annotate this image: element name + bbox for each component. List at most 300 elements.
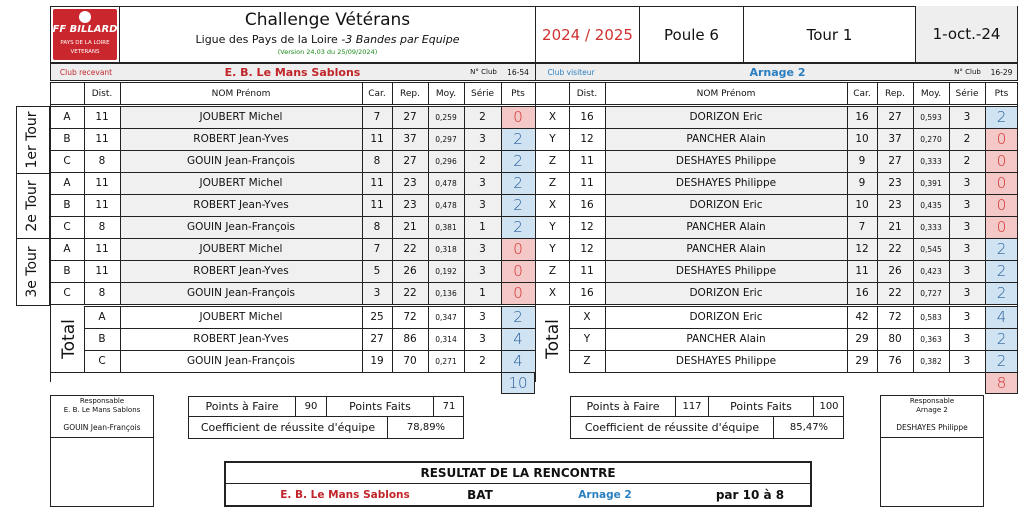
away-row-3-d: 11 — [580, 155, 594, 167]
home-row-7-c: 7 — [362, 238, 392, 260]
away-club-no-label: N° Club — [954, 68, 981, 76]
home-total-1-letter: A — [98, 311, 106, 323]
home-row-vline — [464, 260, 465, 282]
home-total-3-c: 19 — [370, 355, 384, 367]
home-responsible-divider — [50, 437, 154, 438]
home-row-3-r: 27 — [392, 150, 428, 172]
home-row-6-p: 2 — [501, 216, 535, 238]
away-row-vline — [847, 106, 848, 128]
away-total-vline — [913, 328, 914, 350]
away-total-vline — [569, 350, 570, 372]
away-row-vline — [847, 150, 848, 172]
tour-2-label: 2e Tour — [24, 180, 40, 232]
away-row-4-m: 0,391 — [913, 172, 949, 194]
away-header-d: Dist. — [576, 88, 598, 99]
away-total-vline — [949, 350, 950, 372]
home-total-2-s: 3 — [479, 333, 486, 345]
away-total-vline — [877, 328, 878, 350]
away-row-vline — [847, 194, 848, 216]
home-row-vline — [392, 106, 393, 128]
subtitle-main: Ligue des Pays de la Loire - — [195, 32, 346, 46]
home-row-7-n: JOUBERT Michel — [120, 238, 362, 260]
home-row-4-n: JOUBERT Michel — [120, 172, 362, 194]
away-row-vline — [605, 172, 606, 194]
home-total-vline — [501, 328, 502, 350]
away-total-2-c: 29 — [855, 333, 869, 345]
away-total-vline — [605, 306, 606, 328]
home-total-2-p: 4 — [501, 328, 535, 350]
home-header-m: Moy. — [435, 88, 457, 99]
home-row-8-l: B — [63, 265, 71, 277]
away-row-9-n: DORIZON Eric — [605, 282, 847, 304]
away-row-9-s: 3 — [949, 282, 985, 304]
home-row-5-r: 23 — [392, 194, 428, 216]
home-row-vline — [120, 238, 121, 260]
away-row-vline — [913, 260, 914, 282]
rows-bottom-line — [50, 304, 1018, 305]
away-row-9-m: 0,727 — [913, 282, 949, 304]
home-row-vline — [362, 260, 363, 282]
away-total-1-r: 72 — [888, 311, 902, 323]
home-row-9-p: 0 — [501, 282, 535, 304]
away-row-7-s: 3 — [949, 238, 985, 260]
home-total-2-m: 0,314 — [435, 334, 457, 344]
home-row-vline — [84, 216, 85, 238]
home-total-vline — [392, 328, 393, 350]
away-total-vline — [985, 306, 986, 328]
home-row-2-n: ROBERT Jean-Yves — [120, 128, 362, 150]
away-row-6-m: 0,333 — [913, 216, 949, 238]
away-total-2-letter: Y — [583, 333, 591, 345]
away-total-3-letter: Z — [583, 355, 591, 367]
away-row-vline — [605, 238, 606, 260]
home-row-vline — [464, 172, 465, 194]
away-total-right — [1017, 306, 1018, 372]
home-row-9-d: 8 — [98, 287, 106, 299]
home-row-vline — [501, 238, 502, 260]
home-row-vline — [84, 282, 85, 304]
away-row-vline — [847, 238, 848, 260]
home-row-vline — [464, 216, 465, 238]
row-hline — [50, 172, 1018, 173]
home-row-8-s: 3 — [464, 260, 501, 282]
away-row-vline — [877, 282, 878, 304]
away-row-9-l: X — [548, 287, 557, 299]
home-row-6-n: GOUIN Jean-François — [120, 216, 362, 238]
row-hline — [50, 238, 1018, 239]
away-row-7-p: 2 — [985, 238, 1018, 260]
away-paf-value: 117 — [682, 400, 702, 412]
result-score: par 10 à 8 — [715, 488, 785, 502]
home-row-2-p: 2 — [501, 128, 535, 150]
home-row-vline — [428, 150, 429, 172]
home-row-8-m: 0,192 — [428, 260, 464, 282]
home-total-vline — [392, 350, 393, 372]
away-row-3-m: 0,333 — [913, 150, 949, 172]
away-total-vline — [605, 350, 606, 372]
home-row-vline — [84, 128, 85, 150]
row-hline — [50, 194, 1018, 195]
home-row-vline — [501, 150, 502, 172]
away-row-4-l: Z — [548, 177, 557, 189]
home-row-4-l: A — [63, 177, 71, 189]
home-row-7-s: 3 — [464, 238, 501, 260]
version-note: (Version 24,03 du 25/09/2024) — [277, 48, 378, 56]
away-total-1-s: 3 — [963, 311, 971, 323]
home-row-vline — [464, 282, 465, 304]
away-row-5-n: DORIZON Eric — [605, 194, 847, 216]
away-total-2-m: 0,363 — [920, 334, 942, 344]
away-row-vline — [985, 128, 986, 150]
away-header-s: Série — [955, 88, 979, 99]
season: 2024 / 2025 — [542, 25, 633, 44]
home-row-9-s: 1 — [464, 282, 501, 304]
page-title: Challenge Vétérans — [244, 10, 411, 30]
away-row-1-l: X — [548, 111, 557, 123]
home-row-4-m: 0,478 — [428, 172, 464, 194]
away-total-1-letter: X — [583, 311, 591, 323]
home-total-bottom-left — [50, 372, 84, 373]
home-row-vline — [501, 172, 502, 194]
away-total-1-c: 42 — [855, 311, 869, 323]
home-row-vline — [428, 172, 429, 194]
home-total-vline — [464, 350, 465, 372]
home-row-3-c: 8 — [362, 150, 392, 172]
away-row-vline — [569, 260, 570, 282]
home-row-vline — [392, 238, 393, 260]
home-row-vline — [501, 260, 502, 282]
away-row-2-s: 2 — [949, 128, 985, 150]
away-row-5-l: X — [548, 199, 557, 211]
home-row-6-r: 21 — [392, 216, 428, 238]
away-total-3-n: DESHAYES Philippe — [675, 355, 777, 367]
result-divider — [224, 483, 812, 484]
home-total-vline — [362, 306, 363, 328]
home-row-7-m: 0,318 — [428, 238, 464, 260]
home-row-vline — [120, 150, 121, 172]
home-row-5-m: 0,478 — [428, 194, 464, 216]
away-header-n: NOM Prénom — [696, 88, 756, 99]
away-row-5-c: 10 — [847, 194, 877, 216]
away-row-vline — [985, 282, 986, 304]
home-header-d: Dist. — [91, 88, 113, 99]
home-row-vline — [362, 194, 363, 216]
away-total-vline — [877, 306, 878, 328]
home-row-1-d: 11 — [95, 111, 109, 123]
home-row-vline — [84, 150, 85, 172]
away-row-vline — [949, 282, 950, 304]
away-row-3-r: 27 — [877, 150, 913, 172]
home-row-vline — [392, 194, 393, 216]
away-row-vline — [949, 172, 950, 194]
home-row-vline — [392, 150, 393, 172]
logo-line-2: PAYS DE LA LOIRE — [60, 40, 110, 46]
away-row-4-p: 0 — [985, 172, 1018, 194]
away-row-vline — [985, 172, 986, 194]
home-row-vline — [362, 106, 363, 128]
logo-line-1: FF BILLARD — [53, 23, 117, 35]
home-row-1-r: 27 — [392, 106, 428, 128]
away-row-vline — [913, 216, 914, 238]
row-hline — [50, 150, 1018, 151]
home-row-vline — [428, 216, 429, 238]
home-total-vline — [428, 350, 429, 372]
away-row-vline — [605, 150, 606, 172]
home-row-7-d: 11 — [95, 243, 109, 255]
away-total-hline — [569, 306, 1018, 307]
row-hline — [50, 128, 1018, 129]
away-total-vline — [569, 328, 570, 350]
home-row-vline — [120, 282, 121, 304]
home-row-vline — [120, 260, 121, 282]
away-row-3-p: 0 — [985, 150, 1018, 172]
away-row-vline — [985, 260, 986, 282]
away-total-1-p: 4 — [985, 306, 1018, 328]
home-row-5-d: 11 — [95, 199, 109, 211]
away-row-7-d: 12 — [580, 243, 594, 255]
home-paf-label: Points à Faire — [205, 399, 279, 413]
away-row-vline — [913, 282, 914, 304]
away-row-vline — [605, 216, 606, 238]
home-resp-label: Responsable — [79, 397, 125, 405]
home-row-3-d: 8 — [98, 155, 106, 167]
home-row-vline — [120, 216, 121, 238]
home-total-vline — [428, 306, 429, 328]
home-total-vline — [120, 328, 121, 350]
away-row-vline — [569, 216, 570, 238]
away-total-vline — [985, 350, 986, 372]
home-total-1-m: 0,347 — [435, 312, 457, 322]
home-row-5-s: 3 — [464, 194, 501, 216]
away-total-2-r: 80 — [888, 333, 902, 345]
home-row-vline — [120, 194, 121, 216]
home-row-8-p: 0 — [501, 260, 535, 282]
away-row-6-c: 7 — [847, 216, 877, 238]
home-row-vline — [84, 238, 85, 260]
away-row-vline — [877, 172, 878, 194]
away-row-vline — [877, 216, 878, 238]
result-verb: BAT — [467, 488, 493, 502]
away-grand-total: 8 — [985, 372, 1018, 394]
away-row-1-p: 2 — [985, 106, 1018, 128]
away-row-2-d: 12 — [580, 133, 594, 145]
home-row-vline — [392, 216, 393, 238]
away-row-vline — [605, 194, 606, 216]
away-row-7-l: Y — [549, 243, 556, 255]
home-header-s: Série — [471, 88, 494, 99]
away-row-8-n: DESHAYES Philippe — [605, 260, 847, 282]
away-row-2-n: PANCHER Alain — [605, 128, 847, 150]
home-total-3-p: 4 — [501, 350, 535, 372]
away-row-2-p: 0 — [985, 128, 1018, 150]
away-total-vline — [949, 306, 950, 328]
home-row-9-m: 0,136 — [428, 282, 464, 304]
home-total-vline — [464, 328, 465, 350]
home-row-6-l: C — [63, 221, 71, 233]
away-row-vline — [877, 260, 878, 282]
table-right-line — [1017, 82, 1018, 306]
away-row-vline — [949, 238, 950, 260]
row-hline — [50, 282, 1018, 283]
home-total-label: Total — [59, 319, 79, 359]
home-row-2-l: B — [63, 133, 71, 145]
home-row-4-p: 2 — [501, 172, 535, 194]
row-hline — [50, 106, 1018, 107]
away-total-label: Total — [543, 319, 563, 359]
home-row-vline — [501, 194, 502, 216]
home-row-2-m: 0,297 — [428, 128, 464, 150]
home-row-vline — [501, 106, 502, 128]
away-row-vline — [877, 128, 878, 150]
home-row-vline — [464, 128, 465, 150]
home-row-vline — [392, 260, 393, 282]
away-row-7-n: PANCHER Alain — [605, 238, 847, 260]
away-row-vline — [949, 194, 950, 216]
home-row-2-r: 37 — [392, 128, 428, 150]
away-row-vline — [605, 260, 606, 282]
away-pf-label: Points Faits — [730, 399, 792, 413]
away-row-vline — [847, 128, 848, 150]
home-row-vline — [84, 106, 85, 128]
away-total-1-n: DORIZON Eric — [689, 311, 763, 323]
home-total-hline — [84, 328, 535, 329]
home-total-vline — [84, 350, 85, 372]
home-header-r: Rep. — [400, 88, 420, 99]
home-row-vline — [84, 172, 85, 194]
home-row-vline — [428, 282, 429, 304]
home-row-vline — [428, 128, 429, 150]
home-row-5-c: 11 — [362, 194, 392, 216]
away-total-3-s: 3 — [963, 355, 971, 367]
away-club-no: 16-29 — [990, 67, 1013, 77]
home-total-3-letter: C — [98, 355, 106, 367]
home-row-9-n: GOUIN Jean-François — [120, 282, 362, 304]
away-row-vline — [985, 194, 986, 216]
away-row-vline — [569, 150, 570, 172]
away-resp-club: Arnage 2 — [916, 406, 948, 414]
home-total-3-r: 70 — [403, 355, 417, 367]
away-row-4-r: 23 — [877, 172, 913, 194]
home-row-vline — [464, 194, 465, 216]
home-header-c: Car. — [368, 88, 386, 99]
home-total-vline — [120, 306, 121, 328]
home-row-vline — [392, 282, 393, 304]
away-total-3-m: 0,382 — [920, 356, 942, 366]
home-row-7-p: 0 — [501, 238, 535, 260]
home-row-vline — [392, 172, 393, 194]
home-total-3-s: 2 — [479, 355, 486, 367]
away-row-8-s: 3 — [949, 260, 985, 282]
tour: Tour 1 — [806, 25, 853, 44]
home-row-vline — [120, 106, 121, 128]
away-header-p: Pts — [994, 88, 1009, 99]
home-total-vline — [362, 328, 363, 350]
away-row-vline — [569, 238, 570, 260]
away-row-8-p: 2 — [985, 260, 1018, 282]
home-total-2-letter: B — [98, 333, 106, 345]
home-total-vline — [362, 350, 363, 372]
away-paf-label: Points à Faire — [586, 399, 660, 413]
home-row-1-n: JOUBERT Michel — [120, 106, 362, 128]
away-row-4-d: 11 — [580, 177, 594, 189]
home-total-vline — [84, 306, 85, 328]
away-total-2-s: 3 — [963, 333, 971, 345]
away-club-label: Club visiteur — [547, 67, 595, 77]
away-row-vline — [913, 238, 914, 260]
home-row-1-p: 0 — [501, 106, 535, 128]
away-row-6-l: Y — [549, 221, 556, 233]
home-row-4-s: 3 — [464, 172, 501, 194]
home-total-2-r: 86 — [403, 333, 417, 345]
home-total-hline — [84, 306, 535, 307]
result-home: E. B. Le Mans Sablons — [280, 489, 410, 501]
away-resp-name: DESHAYES Philippe — [896, 422, 968, 432]
away-row-vline — [949, 216, 950, 238]
away-row-5-d: 16 — [580, 199, 594, 211]
home-row-vline — [428, 260, 429, 282]
away-row-2-l: Y — [549, 133, 556, 145]
home-row-vline — [428, 238, 429, 260]
home-coef-value: 78,89% — [406, 422, 446, 433]
away-row-1-s: 3 — [949, 106, 985, 128]
away-total-3-c: 29 — [855, 355, 869, 367]
away-responsible-divider — [880, 437, 984, 438]
away-row-8-c: 11 — [847, 260, 877, 282]
away-row-8-r: 26 — [877, 260, 913, 282]
home-total-1-r: 72 — [403, 311, 417, 323]
home-total-vline — [392, 306, 393, 328]
away-row-vline — [949, 106, 950, 128]
away-total-vline — [949, 328, 950, 350]
home-row-1-s: 2 — [464, 106, 501, 128]
poule: Poule 6 — [664, 25, 719, 44]
away-total-vline — [913, 306, 914, 328]
away-row-vline — [985, 238, 986, 260]
home-resp-name: GOUIN Jean-François — [63, 422, 141, 432]
away-row-2-c: 10 — [847, 128, 877, 150]
totals-bottom-away — [569, 372, 1018, 373]
home-row-3-s: 2 — [464, 150, 501, 172]
home-row-vline — [392, 128, 393, 150]
away-row-vline — [847, 282, 848, 304]
home-row-vline — [84, 260, 85, 282]
home-row-5-p: 2 — [501, 194, 535, 216]
away-row-vline — [913, 106, 914, 128]
home-row-vline — [362, 150, 363, 172]
away-total-3-r: 76 — [888, 355, 902, 367]
home-row-vline — [464, 106, 465, 128]
home-coef-label: Coefficient de réussite d'équipe — [200, 421, 376, 434]
home-row-3-l: C — [63, 155, 71, 167]
away-row-6-p: 0 — [985, 216, 1018, 238]
home-club-no: 16-54 — [507, 67, 529, 77]
home-row-vline — [84, 194, 85, 216]
away-row-vline — [877, 238, 878, 260]
away-total-vline — [605, 328, 606, 350]
home-row-9-c: 3 — [362, 282, 392, 304]
home-total-1-n: JOUBERT Michel — [199, 311, 283, 323]
home-total-left — [50, 306, 51, 372]
home-row-6-c: 8 — [362, 216, 392, 238]
home-pf-label: Points Faits — [349, 399, 411, 413]
logo-line-3: VETERANS — [70, 49, 100, 55]
away-row-8-m: 0,423 — [913, 260, 949, 282]
subtitle-italic: 3 Bandes par Equipe — [345, 32, 460, 46]
away-row-vline — [877, 150, 878, 172]
away-club-name: Arnage 2 — [749, 65, 806, 79]
away-row-1-n: DORIZON Eric — [605, 106, 847, 128]
away-row-5-p: 0 — [985, 194, 1018, 216]
